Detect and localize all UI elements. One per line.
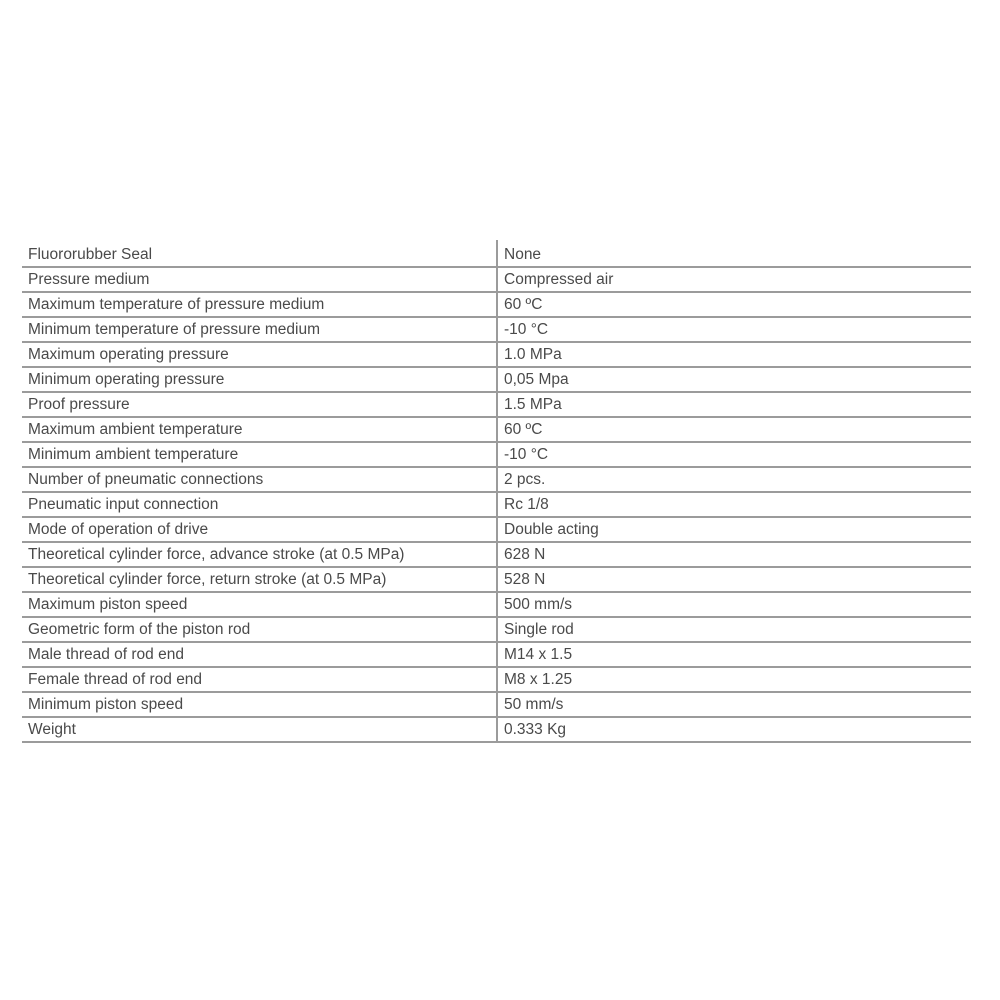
spec-label-cell: Maximum operating pressure	[28, 346, 229, 363]
spec-label-cell: Fluororubber Seal	[28, 246, 153, 263]
spec-value-cell: 628 N	[504, 546, 546, 563]
spec-label-cell: Theoretical cylinder force, advance stroke (at 0.5 MPa)	[28, 546, 405, 563]
spec-label-cell: Minimum ambient temperature	[28, 446, 239, 463]
spec-label-cell: Minimum operating pressure	[28, 371, 225, 388]
spec-value-cell: 2 pcs.	[504, 471, 546, 488]
spec-label-cell: Number of pneumatic connections	[28, 471, 264, 488]
spec-label-cell: Maximum piston speed	[28, 596, 188, 613]
spec-value-cell: None	[504, 246, 542, 263]
spec-value-cell: Single rod	[504, 621, 574, 638]
spec-label-cell: Maximum temperature of pressure medium	[28, 296, 325, 313]
spec-label-cell: Weight	[28, 721, 76, 738]
spec-label-cell: Pressure medium	[28, 271, 150, 288]
spec-label-cell: Pneumatic input connection	[28, 496, 219, 513]
spec-value-cell: 50 mm/s	[504, 696, 564, 713]
spec-label-cell: Maximum ambient temperature	[28, 421, 243, 438]
spec-value-cell: -10 °C	[504, 321, 549, 338]
spec-label-cell: Mode of operation of drive	[28, 521, 209, 538]
spec-value-cell: 60 ºC	[504, 296, 543, 313]
spec-value-cell: 528 N	[504, 571, 546, 588]
spec-value-cell: Double acting	[504, 521, 599, 538]
spec-table	[22, 243, 971, 743]
spec-label-cell: Geometric form of the piston rod	[28, 621, 251, 638]
spec-value-cell: Compressed air	[504, 271, 614, 288]
spec-value-cell: 500 mm/s	[504, 596, 573, 613]
spec-value-cell: 60 ºC	[504, 421, 543, 438]
spec-label-cell: Minimum temperature of pressure medium	[28, 321, 321, 338]
spec-value-cell: -10 °C	[504, 446, 549, 463]
spec-value-cell: 1.5 MPa	[504, 396, 562, 413]
spec-label-cell: Proof pressure	[28, 396, 130, 413]
spec-value-cell: 0.333 Kg	[504, 721, 567, 738]
spec-label-cell: Minimum piston speed	[28, 696, 184, 713]
spec-value-cell: 0,05 Mpa	[504, 371, 569, 388]
spec-value-cell: M14 x 1.5	[504, 646, 573, 663]
column-divider	[496, 240, 498, 743]
spec-label-cell: Male thread of rod end	[28, 646, 184, 663]
spec-value-cell: 1.0 MPa	[504, 346, 562, 363]
spec-value-cell: M8 x 1.25	[504, 671, 573, 688]
spec-value-cell: Rc 1/8	[504, 496, 549, 513]
spec-label-cell: Theoretical cylinder force, return stroke (at 0.5 MPa)	[28, 571, 387, 588]
spec-label-cell: Female thread of rod end	[28, 671, 203, 688]
